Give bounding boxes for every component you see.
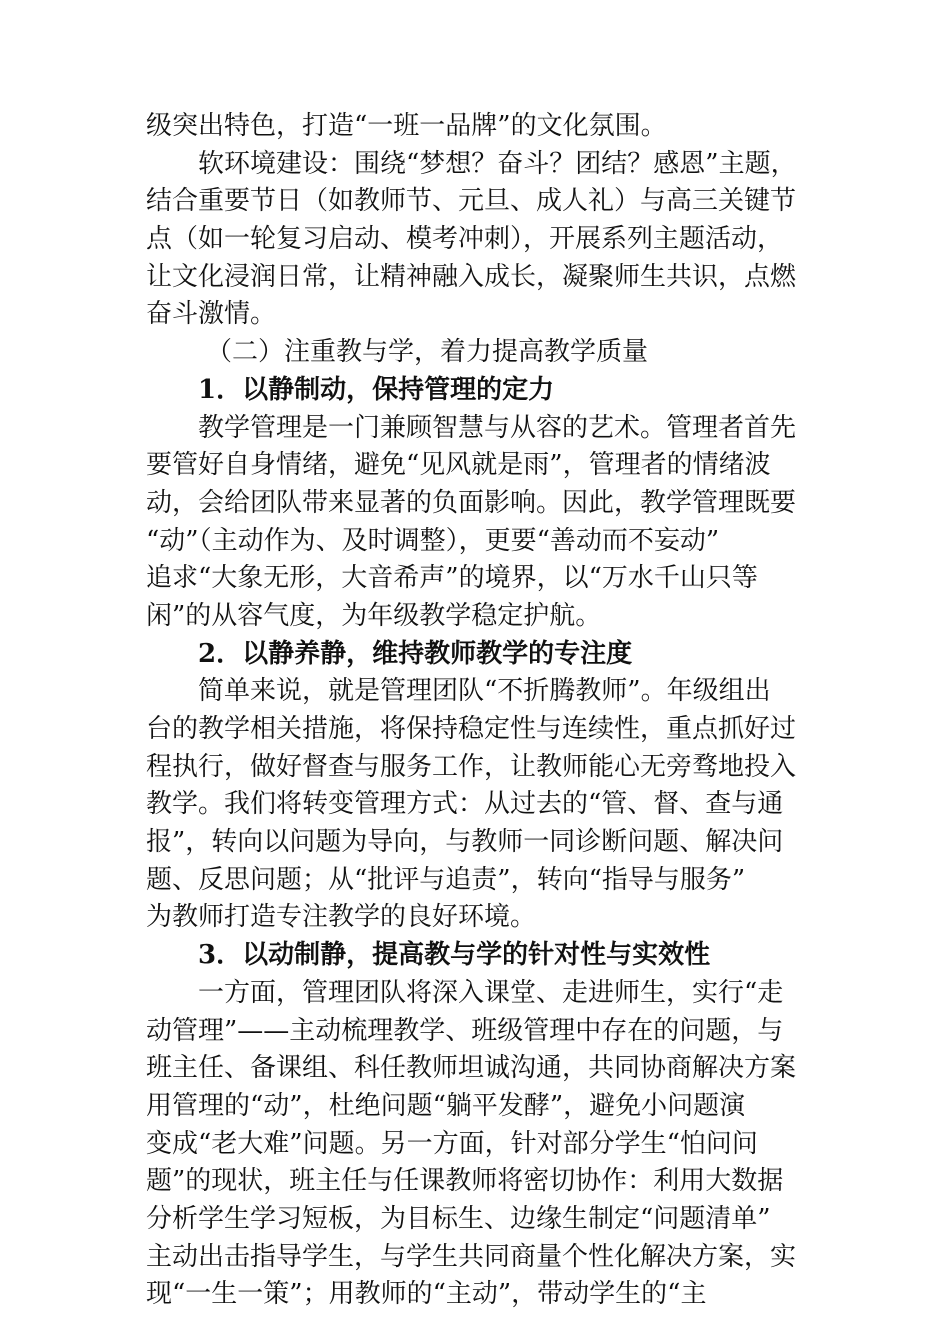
paragraph-line: 一方面，管理团队将深入课堂、走进师生，实行“走 bbox=[198, 977, 784, 1008]
paragraph-line: 结合重要节日（如教师节、元旦、成人礼）与高三关键节 bbox=[146, 186, 797, 217]
paragraph-line: 为教师打造专注教学的良好环境。 bbox=[146, 902, 537, 933]
paragraph-line: 要管好自身情绪，避免“见风就是雨”，管理者的情绪波 bbox=[146, 450, 771, 481]
paragraph-line: “动”（主动作为、及时调整），更要“善动而不妄动” bbox=[146, 525, 720, 556]
paragraph-line: 程执行，做好督查与服务工作，让教师能心无旁骛地投入 bbox=[146, 751, 797, 782]
section-heading-3: 3．以动制静，提高教与学的针对性与实效性 bbox=[198, 940, 711, 971]
paragraph-line: 台的教学相关措施，将保持稳定性与连续性，重点抓好过 bbox=[146, 714, 797, 744]
paragraph-line: 班主任、备课组、科任教师坦诚沟通，共同协商解决方案 bbox=[146, 1053, 797, 1084]
paragraph-line: 变成“老大难”问题。另一方面，针对部分学生“怕问问 bbox=[146, 1128, 758, 1159]
paragraph-line: 让文化浸润日常，让精神融入成长，凝聚师生共识，点燃 bbox=[146, 261, 797, 292]
paragraph-line: 用管理的“动”，杜绝问题“躺平发酵”，避免小问题演 bbox=[146, 1090, 746, 1121]
paragraph-line: 教学。我们将转变管理方式：从过去的“管、督、查与通 bbox=[146, 789, 784, 820]
paragraph-line: 级突出特色，打造“一班一品牌”的文化氛围。 bbox=[146, 111, 667, 141]
paragraph-line: 追求“大象无形，大音希声”的境界，以“万水千山只等 bbox=[146, 563, 758, 594]
section-subheading: （二）注重教与学，着力提高教学质量 bbox=[206, 337, 649, 368]
paragraph-line: 简单来说，就是管理团队“不折腾教师”。年级组出 bbox=[198, 676, 771, 707]
paragraph-line: 奋斗激情。 bbox=[146, 299, 277, 330]
paragraph-line: 软环境建设：围绕“梦想？奋斗？团结？感恩”主题， bbox=[198, 148, 797, 179]
paragraph-line: 题”的现状，班主任与任课教师将密切协作：利用大数据 bbox=[146, 1166, 784, 1197]
paragraph-line: 主动出击指导学生，与学生共同商量个性化解决方案，实 bbox=[146, 1241, 797, 1272]
paragraph-line: 闲”的从容气度，为年级教学稳定护航。 bbox=[146, 600, 602, 631]
paragraph-line: 动，会给团队带来显著的负面影响。因此，教学管理既要 bbox=[146, 487, 797, 518]
paragraph-line: 点（如一轮复习启动、模考冲刺），开展系列主题活动， bbox=[146, 224, 784, 255]
paragraph-line: 分析学生学习短板，为目标生、边缘生制定“问题清单” bbox=[146, 1203, 771, 1234]
section-heading-2: 2．以静养静，维持教师教学的专注度 bbox=[198, 638, 633, 669]
paragraph-line: 现“一生一策”；用教师的“主动”，带动学生的“主 bbox=[146, 1279, 707, 1310]
section-heading-1: 1．以静制动，保持管理的定力 bbox=[198, 374, 555, 405]
document-body bbox=[146, 108, 826, 1314]
paragraph-line: 报”，转向以问题为导向，与教师一同诊断问题、解决问 bbox=[146, 827, 784, 858]
paragraph-line: 教学管理是一门兼顾智慧与从容的艺术。管理者首先 bbox=[198, 412, 797, 443]
paragraph-line: 动管理”——主动梳理教学、班级管理中存在的问题，与 bbox=[146, 1015, 784, 1046]
paragraph-line: 题、反思问题；从“批评与追责”，转向“指导与服务” bbox=[146, 864, 746, 895]
